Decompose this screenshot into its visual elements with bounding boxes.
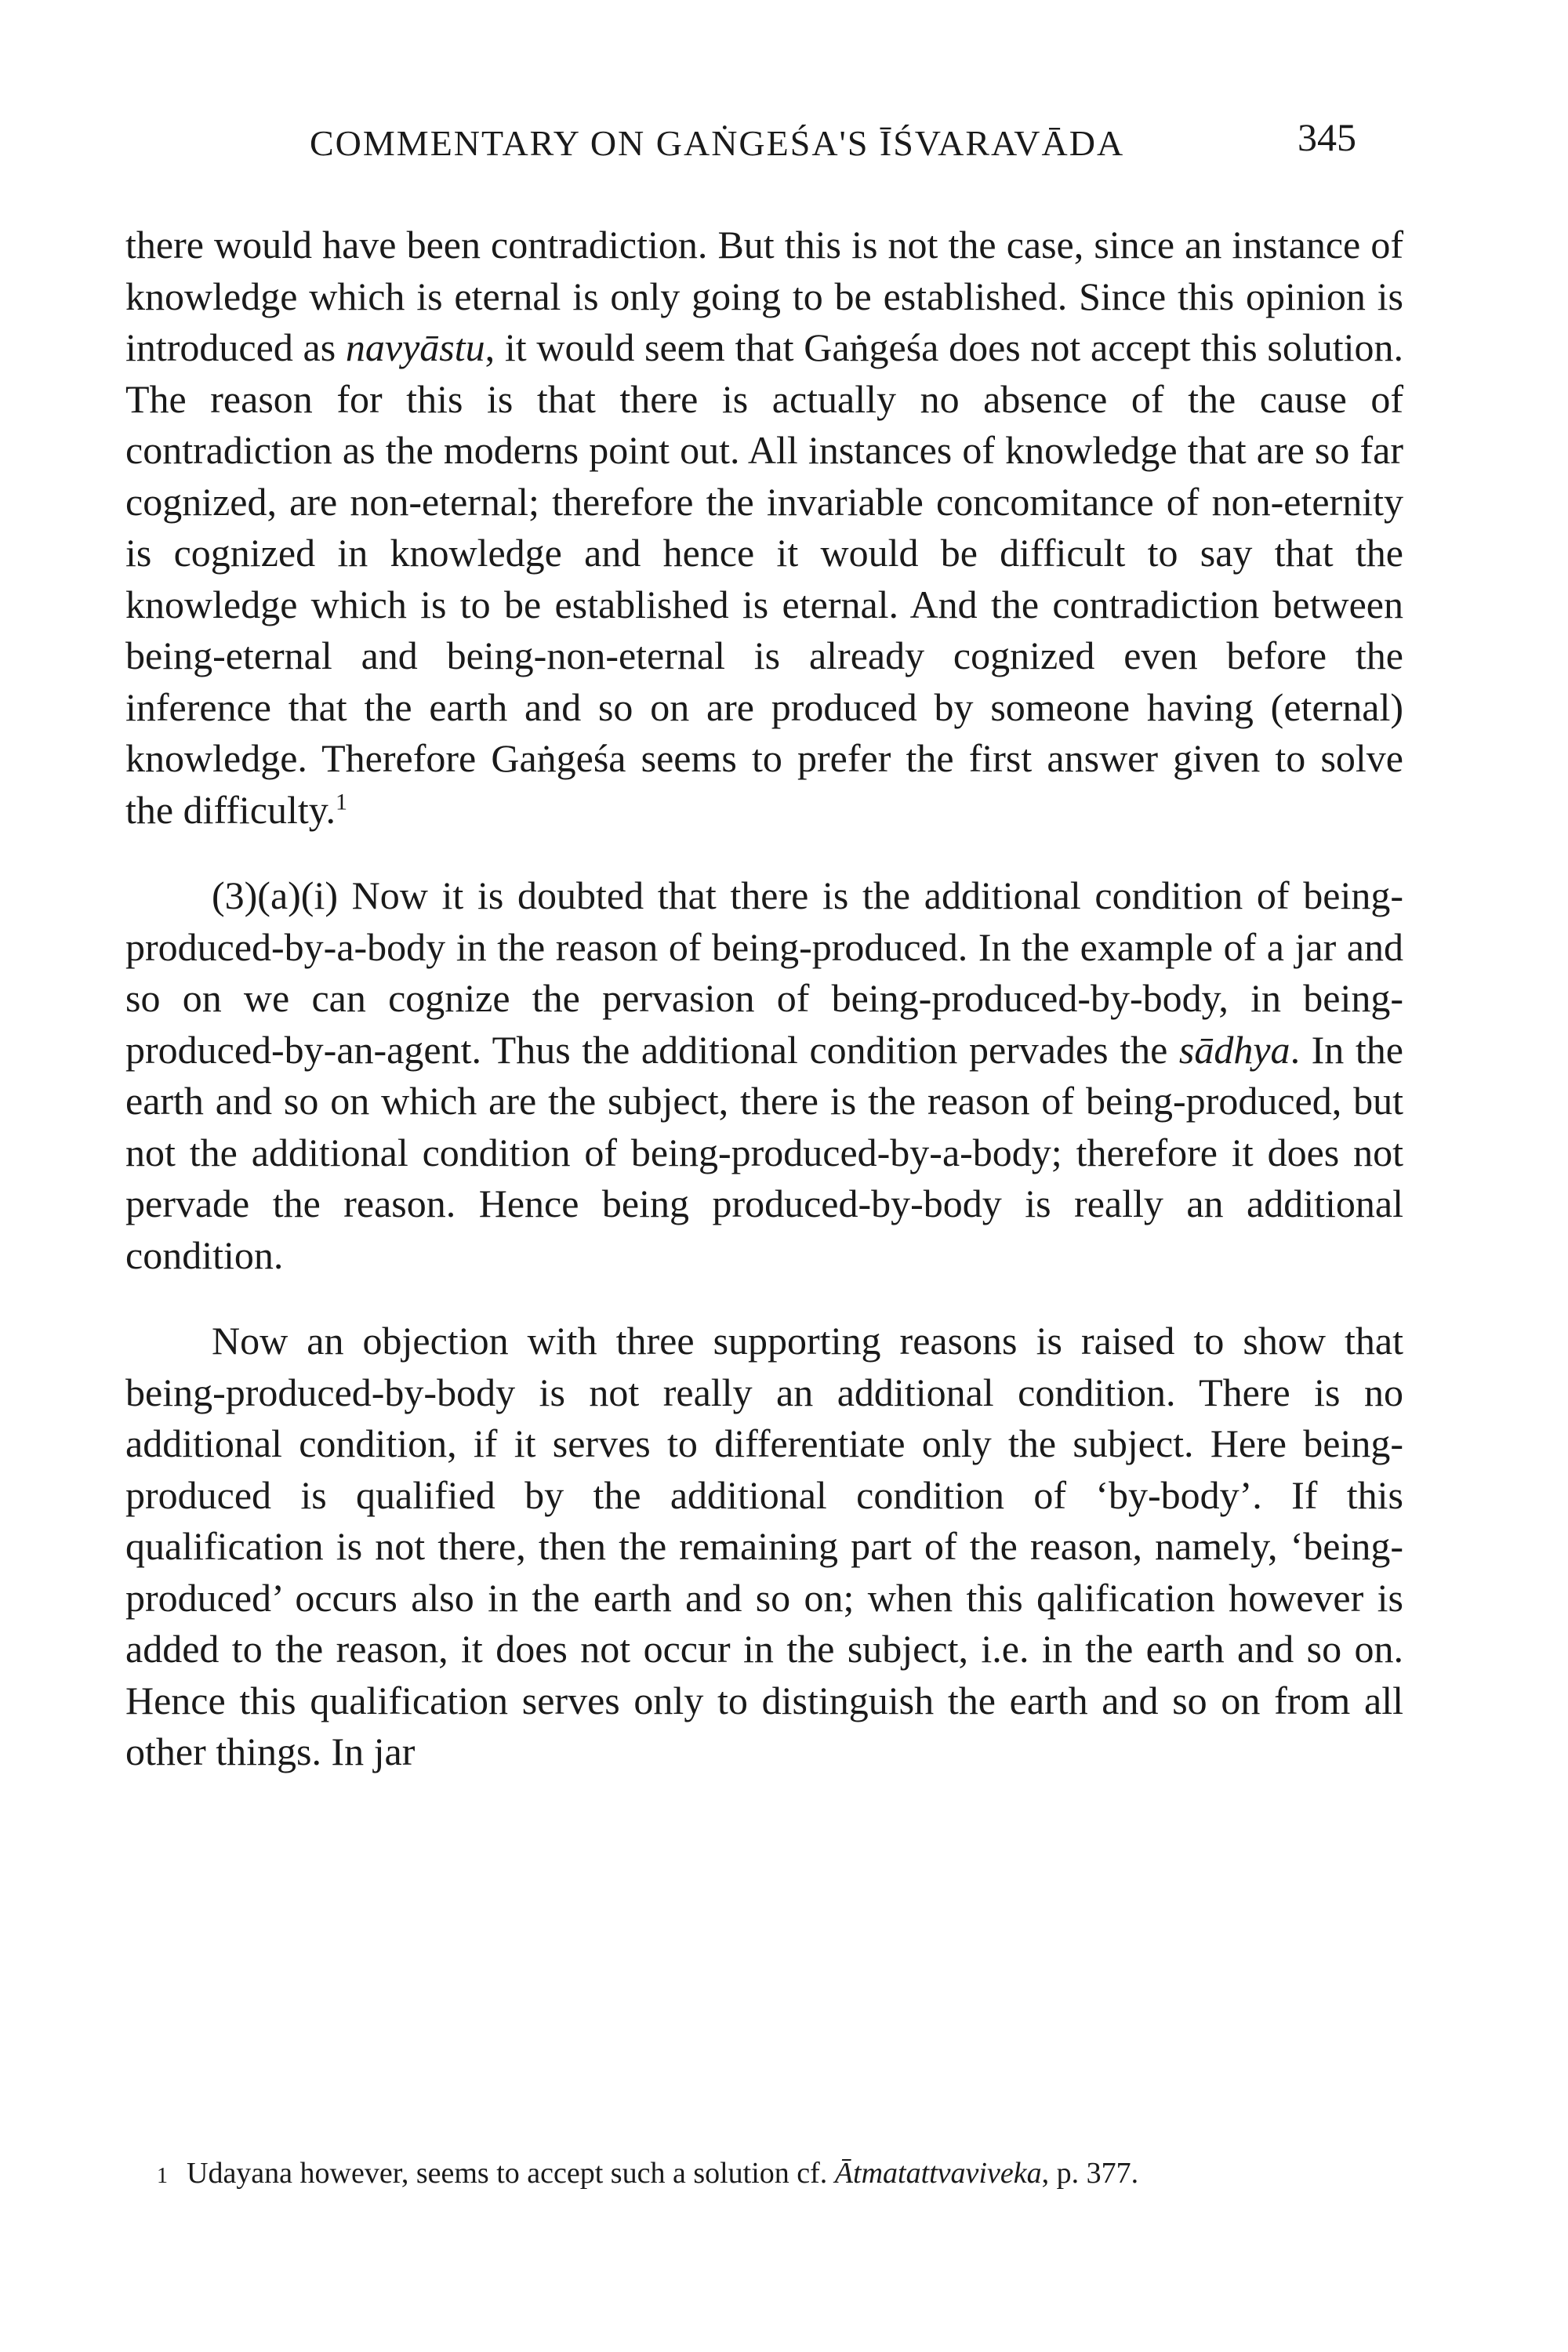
running-title: COMMENTARY ON GAṄGEŚA'S ĪŚVARAVĀDA [310, 123, 1125, 163]
footnote-italic-title: Ātmatattvaviveka [834, 2157, 1042, 2190]
paragraph-2-italic-term: sādhya [1178, 1027, 1290, 1072]
page-number: 345 [1298, 115, 1356, 159]
paragraph-3-text: Now an objection with three supporting reasons is raised to show that being-produced-by-body is not really an additional condition. There is no additional condition, if it serves to differentiate only the subject. Here being-produced is qualified by the additional condition of ‘by-body’. If this qualification is not there, then the remaining part of the reason, namely, ‘being-produced’ occurs also in the earth and so on; when this qalification however is added to the reason, it does not occur in the subject, i.e. in the earth and so on. Hence this qualification serves only to distinguish the earth and so on from all other things. In jar [125, 1319, 1403, 1773]
paragraph-1-text-a: there would have been contradiction. But this is not the case, since an instance of knowledge which is eternal is only going to be established. Since this opinion is introduced as [125, 223, 1403, 369]
paragraph-2-text-b: . In the earth and so on which are the subject, there is the reason of being-produced, but not the additional condition of being-produced-by-a-body; therefore it does not pervade the reason. Hence being produced-by-body is really an additional condition. [125, 1027, 1403, 1277]
paragraph-1-text-b: , it would seem that Gaṅgeśa does not accept this solution. The reason for this is that there is actually no absence of the cause of contradiction as the moderns point out. All instances of knowledge that are so far cognized, are non-eternal; therefore the invariable concomitance of non-eternity is cognized in knowledge and hence it would be difficult to say that the knowledge which is to be established is eternal. And the contradiction between being-eternal and being-non-eternal is already cognized even before the inference that the earth and so on are produced by someone having (eternal) knowledge. Therefore Gaṅgeśa seems to prefer the first answer given to solve the difficulty. [125, 325, 1404, 832]
main-text [125, 220, 1403, 1778]
paragraph-2 [125, 870, 1403, 1281]
paragraph-1-italic-term: navyāstu [345, 325, 485, 369]
footnote [157, 2152, 1403, 2198]
footnote-text-a: Udayana however, seems to accept such a solution cf. [187, 2157, 835, 2190]
footnote-text-b: , p. 377. [1041, 2157, 1139, 2190]
footnote-marker: 1 [157, 2164, 168, 2188]
paragraph-2-text-a: (3)(a)(i) Now it is doubted that there is the additional condition of being-produced-by-a-body in the reason of being-produced. In the example of a jar and so on we can cognize the pervasion of being-produced-by-body, in being-produced-by-an-agent. Thus the additional condition pervades the [125, 873, 1403, 1072]
footnote-reference[interactable]: 1 [336, 788, 347, 815]
paragraph-1 [125, 220, 1403, 836]
paragraph-3 [125, 1316, 1403, 1778]
